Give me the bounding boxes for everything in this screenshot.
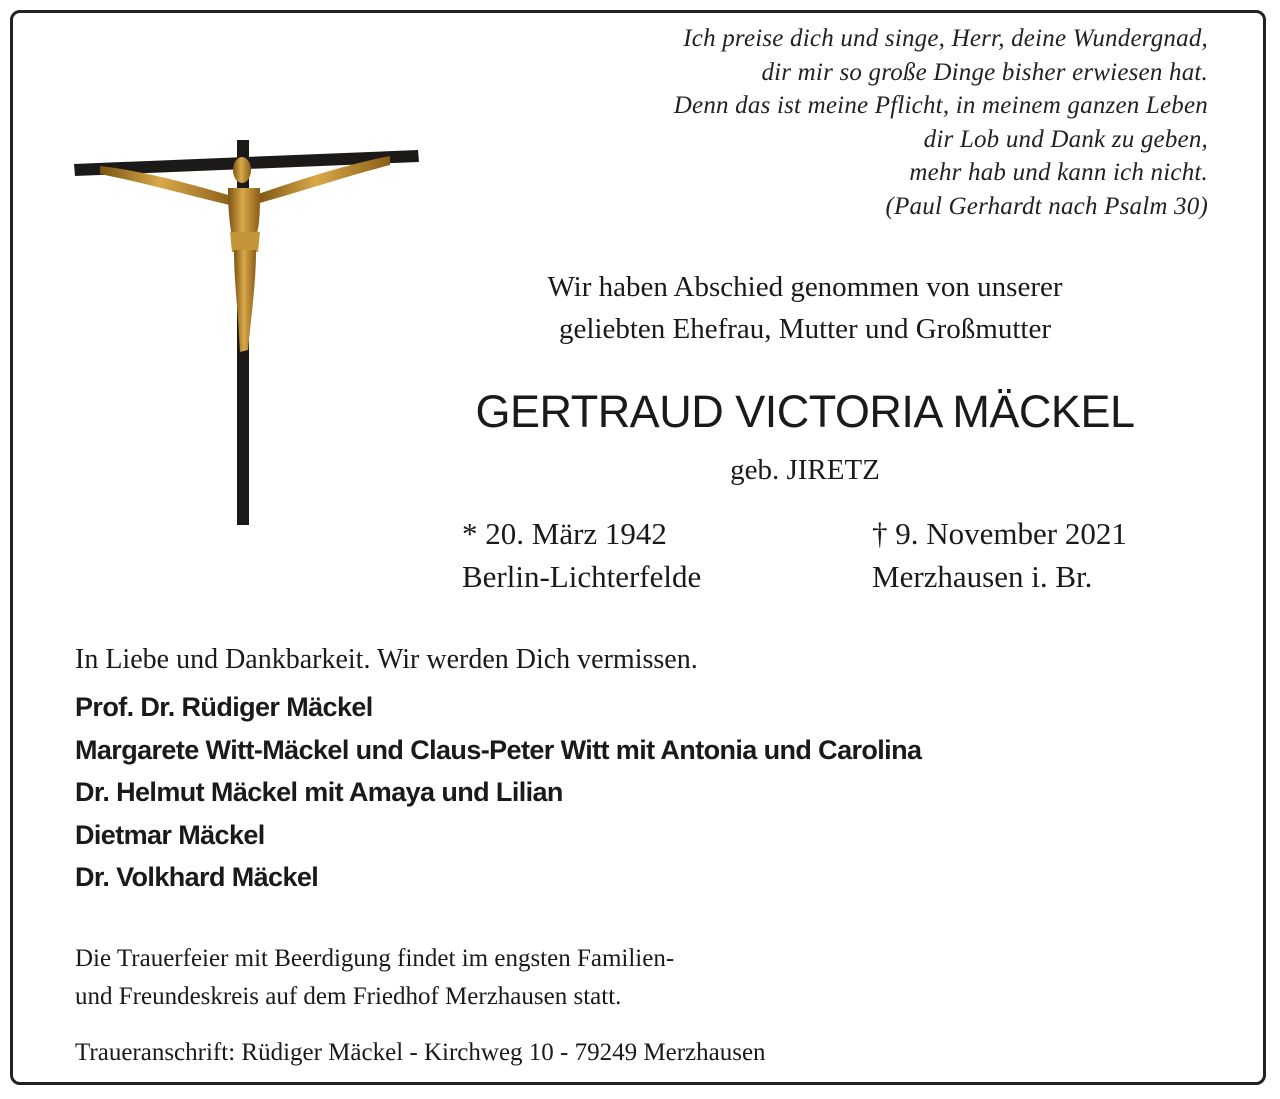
poem-line: dir Lob und Dank zu geben, <box>923 125 1208 153</box>
ceremony-line: und Freundeskreis auf dem Friedhof Merzhausen statt. <box>75 983 622 1010</box>
death-date: † 9. November 2021 <box>872 516 1127 551</box>
intro-line: geliebten Ehefrau, Mutter und Großmutter <box>558 313 1052 345</box>
list-item: Dr. Volkhard Mäckel <box>75 862 319 892</box>
mourners-list <box>75 686 921 899</box>
list-item: Margarete Witt-Mäckel und Claus-Peter Witt mit Antonia und Carolina <box>75 734 922 765</box>
list-item: Dr. Helmut Mäckel mit Amaya und Lilian <box>75 777 563 807</box>
poem-line: Denn das ist meine Pflicht, in meinem ganzen Leben <box>673 92 1208 119</box>
death-place: Merzhausen i. Br. <box>872 559 1093 594</box>
intro-text <box>440 266 1170 350</box>
ceremony-info <box>75 940 674 1016</box>
list-item: Dietmar Mäckel <box>75 819 265 850</box>
mourning-address: Traueranschrift: Rüdiger Mäckel - Kirchweg 10 - 79249 Merzhausen <box>75 1039 766 1066</box>
farewell-text: In Liebe und Dankbarkeit. Wir werden Dich vermissen. <box>75 644 698 675</box>
maiden-name: geb. JIRETZ <box>730 454 880 486</box>
poem-line: dir mir so große Dinge bisher erwiesen hat. <box>761 58 1208 86</box>
birth-info <box>462 512 701 598</box>
ceremony-line: Die Trauerfeier mit Beerdigung findet im engsten Familien- <box>75 945 675 972</box>
list-item: Prof. Dr. Rüdiger Mäckel <box>75 692 373 722</box>
poem-line: Ich preise dich und singe, Herr, deine Wundergnad, <box>683 25 1208 52</box>
poem-source: (Paul Gerhardt nach Psalm 30) <box>885 192 1208 220</box>
deceased-name: GERTRAUD VICTORIA MÄCKEL <box>475 386 1135 437</box>
intro-line: Wir haben Abschied genommen von unserer <box>547 271 1063 303</box>
death-info <box>872 512 1127 598</box>
birth-date: * 20. März 1942 <box>462 516 667 551</box>
crucifix-icon <box>70 140 430 530</box>
birth-place: Berlin-Lichterfelde <box>462 559 702 594</box>
poem-line: mehr hab und kann ich nicht. <box>909 159 1208 186</box>
poem-quote <box>674 22 1208 223</box>
